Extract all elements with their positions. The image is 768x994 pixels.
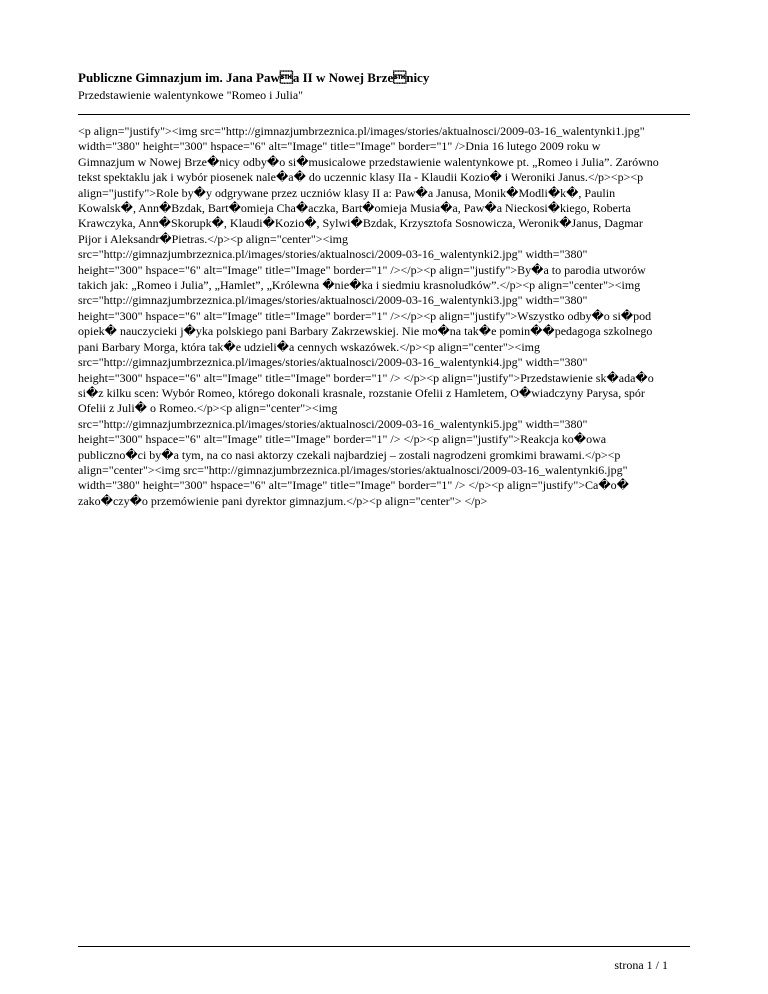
article-line: takich jak: „Romeo i Julia”, „Hamlet”, „Królewna �nie�ka i siedmiu krasnoludków”.</p><p align="center"><img — [78, 278, 641, 293]
article-line: height="300" hspace="6" alt="Image" title="Image" border="1" /></p><p align="justify">By�a to parodia utworów — [78, 262, 646, 277]
article-line: height="300" hspace="6" alt="Image" title="Image" border="1" /> </p><p align="justify">Przedstawienie sk�ada�o — [78, 370, 654, 385]
article-line: src="http://gimnazjumbrzeznica.pl/images/stories/aktualnosci/2009-03-16_walentynki5.jpg" width="380" — [78, 416, 588, 431]
header-divider — [78, 114, 690, 115]
article-body — [78, 124, 690, 509]
article-line: Pijor i Aleksandr�Pietras.</p><p align="center"><img — [78, 231, 348, 246]
article-line: si�z kilku scen: Wybór Romeo, którego dokonali krasnale, rozstanie Ofelii z Hamletem, O�wiadczyny Parysa, spór — [78, 385, 645, 400]
footer-divider — [78, 946, 690, 947]
article-line: height="300" hspace="6" alt="Image" title="Image" border="1" /></p><p align="justify">Wszystko odby�o si�pod — [78, 308, 652, 323]
article-line: <p align="justify"><img src="http://gimnazjumbrzeznica.pl/images/stories/aktualnosci/2009-03-16_walentynki1.jpg" — [78, 124, 645, 138]
article-line: Gimnazjum w Nowej Brze�nicy odby�o si�musicalowe przedstawienie walentynkowe pt. „Romeo i Julia”. Zarówno — [78, 154, 659, 169]
article-line: width="380" height="300" hspace="6" alt="Image" title="Image" border="1" />Dnia 16 lutego 2009 roku w — [78, 139, 601, 154]
article-line: src="http://gimnazjumbrzeznica.pl/images/stories/aktualnosci/2009-03-16_walentynki3.jpg" width="380" — [78, 293, 588, 308]
article-line: Ofelii z Juli� o Romeo.</p><p align="center"><img — [78, 401, 338, 416]
article-line: publiczno�ci by�a tym, na co nasi aktorzy czekali najbardziej – zostali nagrodzeni gromkimi brawami.</p><p — [78, 447, 621, 462]
article-line: Kowalsk�, Ann�Bzdak, Bart�omieja Cha�aczka, Bart�omieja Musia�a, Paw�a Nieckosi�kiego, Roberta — [78, 201, 631, 216]
article-line: src="http://gimnazjumbrzeznica.pl/images/stories/aktualnosci/2009-03-16_walentynki2.jpg" width="380" — [78, 247, 588, 262]
article-line: tekst spektaklu jak i wybór piosenek nale�a� do uczennic klasy IIa - Klaudii Kozio� i Weroniki Janus.</p><p><p — [78, 170, 644, 185]
article-line: height="300" hspace="6" alt="Image" title="Image" border="1" /> </p><p align="justify">Reakcja ko�owa — [78, 432, 607, 447]
article-title: Przedstawienie walentynkowe "Romeo i Julia" — [78, 88, 304, 102]
article-line: align="center"><img src="http://gimnazjumbrzeznica.pl/images/stories/aktualnosci/2009-03-16_walentynki6.jpg" — [78, 462, 628, 477]
article-line: width="380" height="300" hspace="6" alt="Image" title="Image" border="1" /> </p><p align="justify">Ca�o� — [78, 478, 629, 493]
site-title: Publiczne Gimnazjum im. Jana Pawa II w Nowej Brzenicy — [78, 70, 430, 85]
page-number: strona 1 / 1 — [614, 958, 668, 972]
article-line: opiek� nauczycieki j�yka polskiego pani Barbary Zakrzewskiej. Nie mo�na tak�e pomin��pedagoga szkolnego — [78, 324, 653, 339]
document-header — [78, 70, 698, 103]
article-line: align="justify">Role by�y odgrywane przez uczniów klasy II a: Paw�a Janusa, Monik�Modli�k�, Paulin — [78, 185, 616, 200]
article-line: zako�czy�o przemówienie pani dyrektor gimnazjum.</p><p align="center"> </p> — [78, 493, 488, 508]
article-line: Krawczyka, Ann�Skorupk�, Klaudi�Kozio�, Sylwi�Bzdak, Krzysztofa Sosnowicza, Weronik�Janus, Dagmar — [78, 216, 643, 231]
article-line: src="http://gimnazjumbrzeznica.pl/images/stories/aktualnosci/2009-03-16_walentynki4.jpg" width="380" — [78, 355, 588, 370]
article-line: pani Barbary Morga, która tak�e udzieli�a cennych wskazówek.</p><p align="center"><img — [78, 339, 540, 354]
